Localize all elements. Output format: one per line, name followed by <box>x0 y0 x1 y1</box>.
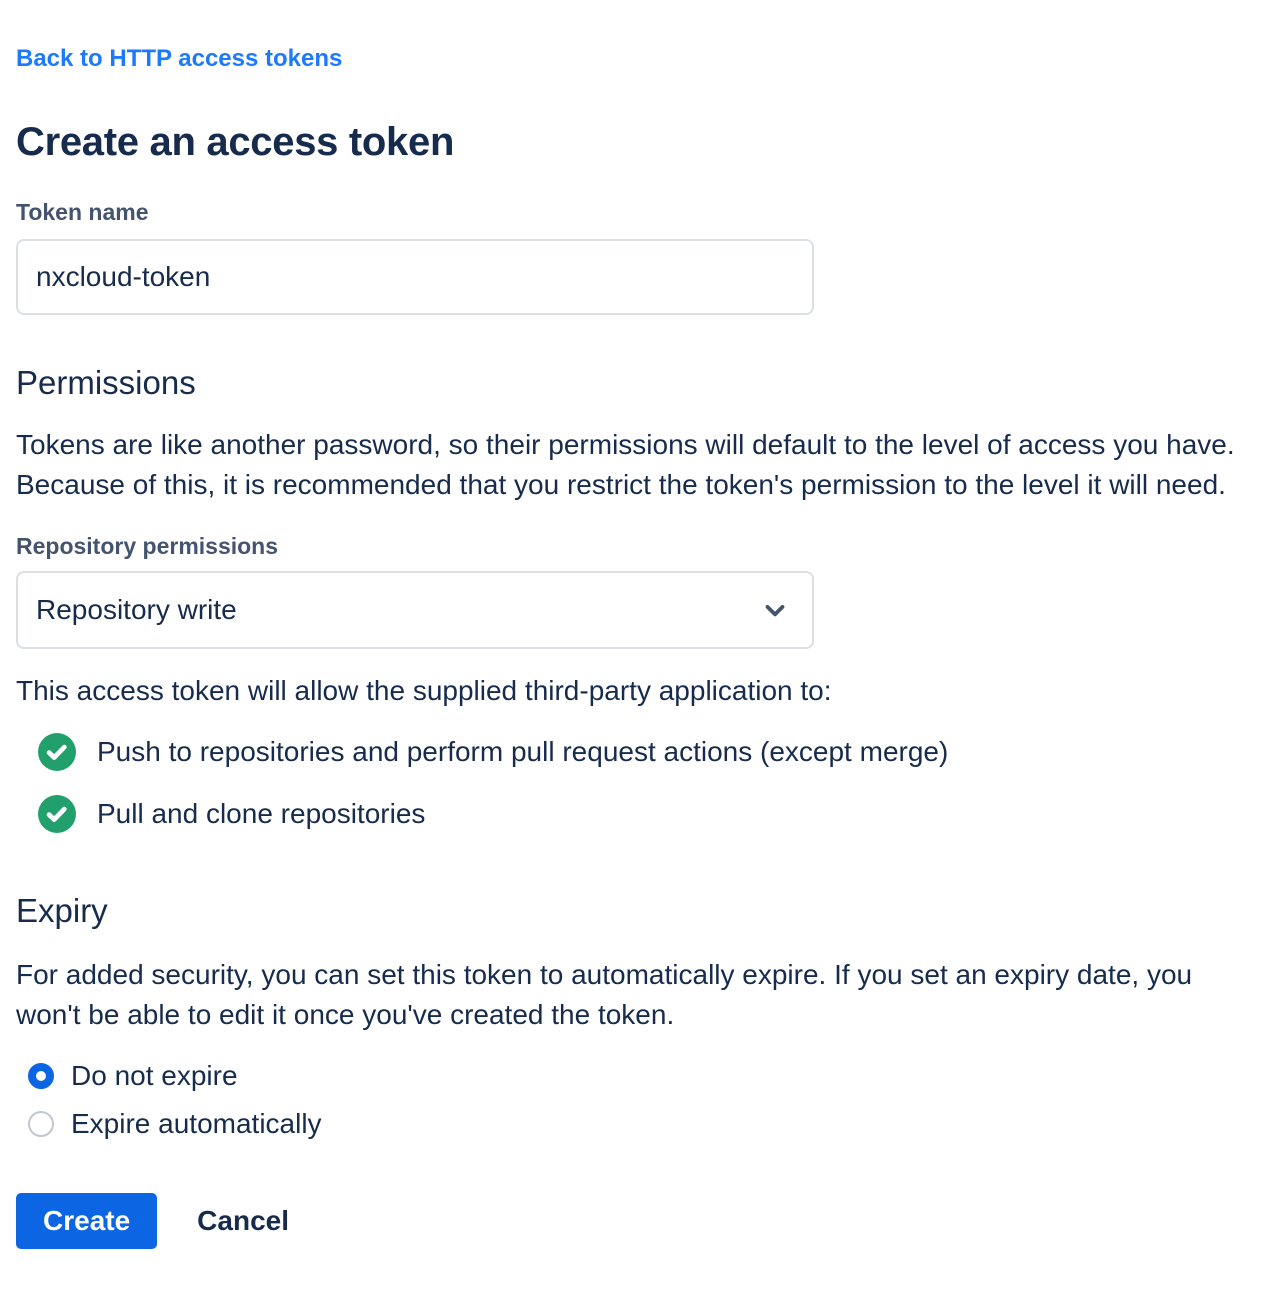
check-circle-icon <box>38 795 76 833</box>
cancel-button[interactable]: Cancel <box>197 1205 289 1236</box>
radio-label: Expire automatically <box>71 1108 322 1139</box>
repository-permissions-label: Repository permissions <box>16 533 279 559</box>
repository-permissions-select[interactable] <box>16 571 814 649</box>
expiry-description: For added security, you can set this token to automatically expire. If you set an expiry date, you won't be able to edit it once you've created the token. <box>16 959 1193 1030</box>
repository-permissions-selected-value: Repository write <box>36 594 237 625</box>
permissions-heading: Permissions <box>16 364 196 401</box>
token-name-label: Token name <box>16 199 149 225</box>
check-circle-icon <box>38 733 76 771</box>
form-actions <box>16 1193 1258 1249</box>
back-to-http-access-tokens-link[interactable]: Back to HTTP access tokens <box>16 45 343 72</box>
radio-option-do-not-expire[interactable] <box>16 1057 1258 1095</box>
radio-unselected-icon[interactable] <box>28 1111 54 1137</box>
radio-option-expire-automatically[interactable] <box>16 1105 1258 1143</box>
radio-selected-icon[interactable] <box>28 1063 54 1089</box>
grant-row <box>38 795 1258 833</box>
grants-intro-text: This access token will allow the supplied third-party application to: <box>16 675 832 706</box>
grant-label: Push to repositories and perform pull request actions (except merge) <box>97 736 949 767</box>
create-button[interactable]: Create <box>16 1193 157 1249</box>
grant-label: Pull and clone repositories <box>97 798 426 829</box>
token-name-input[interactable] <box>16 239 814 315</box>
permissions-description: Tokens are like another password, so their permissions will default to the level of access you have. Because of this, it is recommended that you restrict the token's permission to the level it will need. <box>16 429 1235 500</box>
page-title: Create an access token <box>16 120 455 164</box>
expiry-heading: Expiry <box>16 892 108 929</box>
grant-row <box>38 733 1258 771</box>
expiry-radio-group <box>16 1057 1258 1143</box>
radio-label: Do not expire <box>71 1060 238 1091</box>
chevron-down-icon <box>760 595 790 625</box>
